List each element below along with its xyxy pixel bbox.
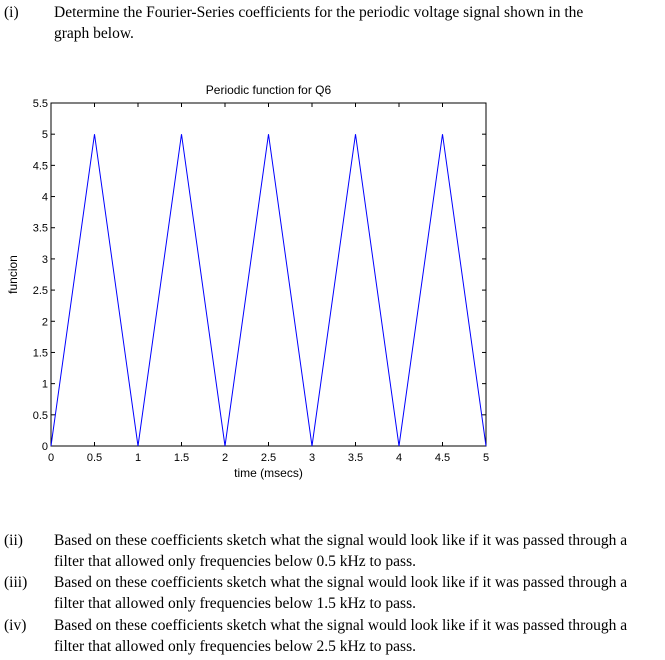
y-tick-label: 0.5 — [32, 409, 48, 422]
x-tick-label: 2 — [221, 452, 229, 464]
x-tick-label: 1.5 — [173, 452, 190, 464]
y-tick-label: 3.5 — [32, 222, 48, 235]
y-tick-label: 4.5 — [32, 160, 48, 173]
x-tick-label: 4 — [395, 452, 403, 464]
y-tick-label: 0 — [41, 441, 48, 453]
y-tick-label: 1 — [41, 378, 48, 391]
y-tick-label: 2.5 — [32, 285, 48, 298]
y-tick-label: 4 — [41, 191, 48, 204]
question-text: Determine the Fourier-Series coefficients for the periodic voltage signal shown in the graph below. — [54, 4, 584, 42]
question-number: (iv) — [4, 617, 27, 634]
x-tick-label: 5 — [482, 452, 490, 464]
x-tick-label: 3.5 — [347, 452, 364, 464]
y-tick-label: 5 — [41, 129, 48, 142]
x-tick-label: 4.5 — [434, 452, 451, 464]
question-text: Based on these coefficients sketch what the signal would look like if it was passed through a filter that allowed only frequencies below 2.5 kHz to pass. — [54, 617, 628, 655]
periodic-function-chart — [0, 78, 665, 488]
x-tick-label: 2.5 — [260, 452, 277, 464]
x-tick-label: 0 — [47, 452, 55, 464]
y-tick-label: 1.5 — [32, 347, 48, 360]
chart-title: Periodic function for Q6 — [205, 83, 332, 97]
question-number: (i) — [4, 4, 19, 21]
x-tick-label: 0.5 — [86, 452, 103, 464]
question-number: (ii) — [4, 532, 23, 549]
y-tick-label: 3 — [41, 253, 48, 266]
x-tick-label: 3 — [308, 452, 316, 464]
question-text: Based on these coefficients sketch what the signal would look like if it was passed through a filter that allowed only frequencies below 0.5 kHz to pass. — [54, 532, 628, 570]
x-tick-label: 1 — [134, 452, 142, 464]
question-number: (iii) — [4, 574, 28, 591]
y-tick-label: 2 — [41, 316, 48, 329]
plot-frame — [51, 103, 486, 446]
y-tick-label: 5.5 — [32, 98, 48, 110]
question-text: Based on these coefficients sketch what the signal would look like if it was passed through a filter that allowed only frequencies below 1.5 kHz to pass. — [54, 574, 628, 612]
y-axis-label: funcion — [6, 255, 20, 294]
x-axis-label: time (msecs) — [234, 466, 303, 480]
